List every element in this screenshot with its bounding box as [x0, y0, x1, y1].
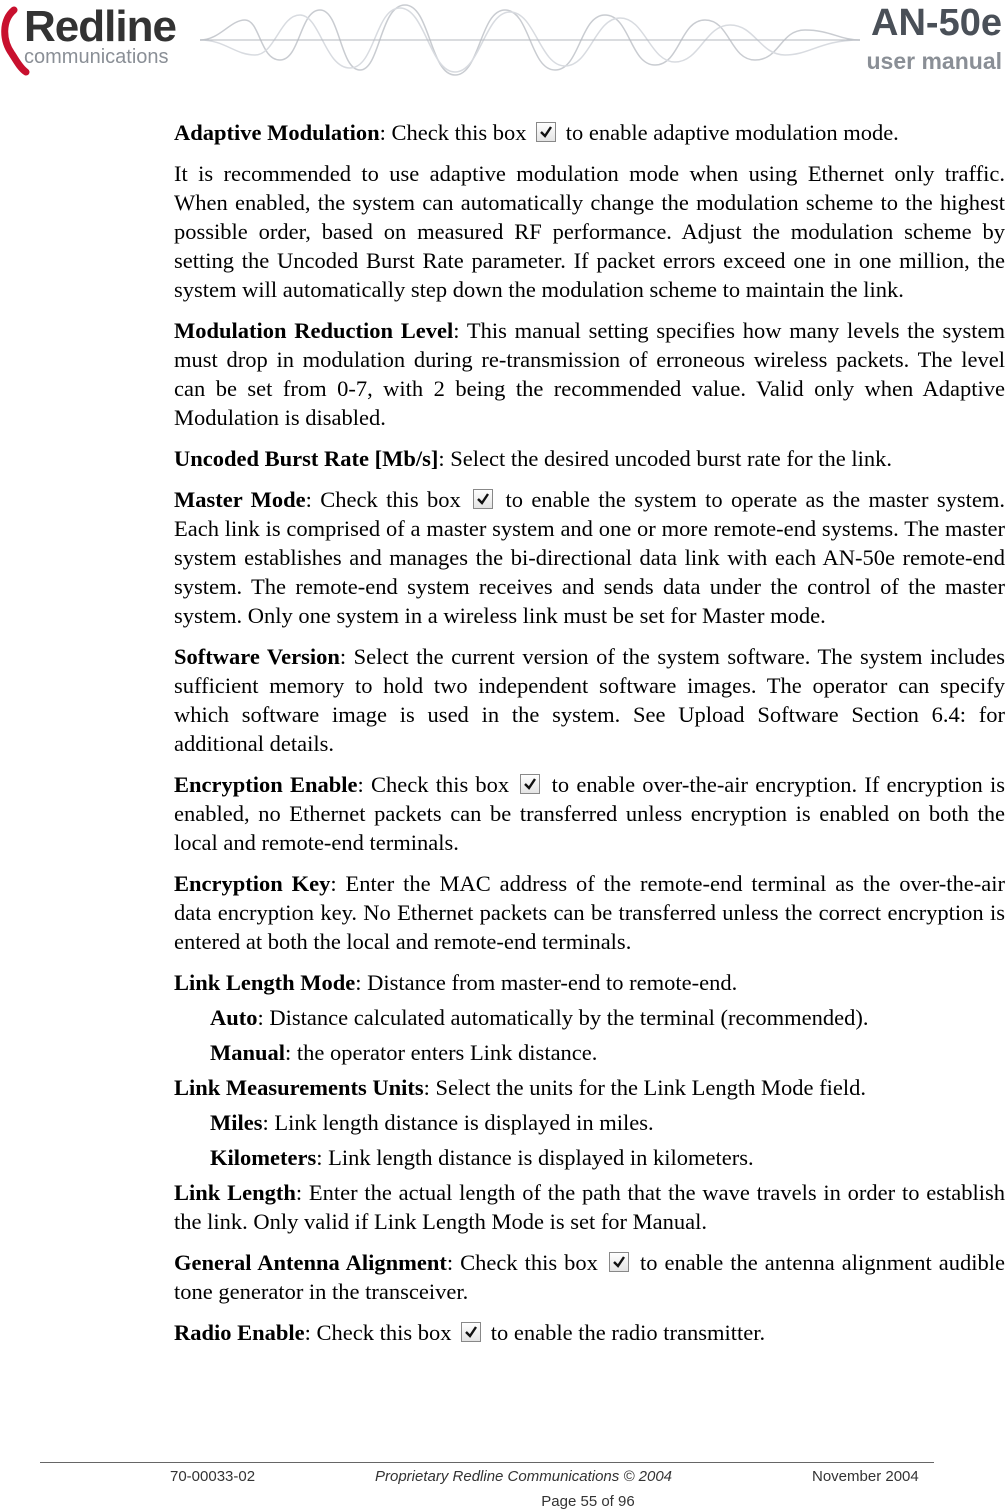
footer-doc-number: 70-00033-02	[170, 1468, 256, 1485]
wave-decoration	[200, 0, 860, 80]
checkbox-checked-icon	[461, 1322, 481, 1342]
paragraph-link-measurements-units: Link Measurements Units: Select the units for the Link Length Mode field.	[174, 1075, 867, 1100]
term: Uncoded Burst Rate [Mb/s]	[174, 446, 439, 471]
paragraph-software-version: Software Version: Select the current version of the system software. The system includes sufficient memory to hold two independent software images. The operator can specify which software image is used in the system. See Upload Software Section 6.4: for additional details.	[174, 644, 1005, 756]
checkbox-checked-icon	[609, 1252, 629, 1272]
term: Radio Enable	[174, 1320, 305, 1345]
term: Software Version	[174, 644, 340, 669]
paragraph-adaptive-modulation: Adaptive Modulation: Check this box to enable adaptive modulation mode.	[174, 120, 899, 145]
page-header	[0, 0, 1008, 90]
term: General Antenna Alignment	[174, 1250, 447, 1275]
term: Encryption Enable	[174, 772, 358, 797]
paragraph-uncoded-burst-rate: Uncoded Burst Rate [Mb/s]: Select the desired uncoded burst rate for the link.	[174, 446, 892, 471]
footer-page-number: Page 55 of 96	[541, 1493, 635, 1510]
paragraph-radio-enable: Radio Enable: Check this box to enable the radio transmitter.	[174, 1320, 766, 1345]
term: Link Measurements Units	[174, 1075, 424, 1100]
term: Manual	[210, 1040, 286, 1065]
paragraph-encryption-enable: Encryption Enable: Check this box to enable over-the-air encryption. If encryption is enabled, no Ethernet packets can be transferred unless encryption is enabled on both the local and remote-end terminals.	[174, 772, 1005, 855]
footer-divider	[40, 1462, 934, 1463]
option-manual: Manual: the operator enters Link distance.	[210, 1040, 598, 1065]
footer-copyright: Proprietary Redline Communications © 2004	[375, 1468, 673, 1485]
paragraph-master-mode: Master Mode: Check this box to enable the system to operate as the master system. Each link is comprised of a master system and one or more remote-end systems. The master system establishes and manages the bi-directional data link with each AN-50e remote-end system. The remote-end system receives and sends data under the control of the master system. Only one system in a wireless link must be set for Master mode.	[174, 487, 1005, 628]
term: Encryption Key	[174, 871, 331, 896]
term: Link Length	[174, 1180, 296, 1205]
paragraph-link-length-mode: Link Length Mode: Distance from master-end to remote-end.	[174, 970, 738, 995]
product-name: AN-50e	[871, 2, 1002, 44]
term: Miles	[210, 1110, 263, 1135]
option-kilometers: Kilometers: Link length distance is displayed in kilometers.	[210, 1145, 754, 1170]
checkbox-checked-icon	[520, 774, 540, 794]
option-auto: Auto: Distance calculated automatically by the terminal (recommended).	[210, 1005, 869, 1030]
document-type: user manual	[866, 48, 1002, 74]
term: Link Length Mode	[174, 970, 356, 995]
checkbox-checked-icon	[536, 122, 556, 142]
paragraph-modulation-reduction-level: Modulation Reduction Level: This manual setting specifies how many levels the system must drop in modulation during re-transmission of erroneous wireless packets. The level can be set from 0-7, with 2 being the recommended value. Valid only when Adaptive Modulation is disabled.	[174, 318, 1005, 430]
footer-date: November 2004	[812, 1468, 919, 1485]
paragraph-encryption-key: Encryption Key: Enter the MAC address of the remote-end terminal as the over-the-air data encryption key. No Ethernet packets can be transferred unless the correct encryption is entered at both the local and remote-end terminals.	[174, 871, 1005, 954]
term: Kilometers	[210, 1145, 317, 1170]
term: Modulation Reduction Level	[174, 318, 454, 343]
paragraph-general-antenna-alignment: General Antenna Alignment: Check this box to enable the antenna alignment audible tone generator in the transceiver.	[174, 1250, 1005, 1304]
option-miles: Miles: Link length distance is displayed in miles.	[210, 1110, 654, 1135]
logo-subtitle: communications	[24, 46, 169, 68]
paragraph-link-length: Link Length: Enter the actual length of the path that the wave travels in order to establish the link. Only valid if Link Length Mode is set for Manual.	[174, 1180, 1005, 1234]
logo-wordmark: Redline	[24, 2, 176, 51]
document-body	[174, 118, 1005, 1359]
term: Adaptive Modulation	[174, 120, 380, 145]
paragraph-adaptive-modulation-detail: It is recommended to use adaptive modulation mode when using Ethernet only traffic. When enabled, the system can automatically change the modulation scheme to the highest possible order, based on measured RF performance. Adjust the modulation scheme by setting the Uncoded Burst Rate parameter. If packet errors exceed one in one million, the system will automatically step down the modulation scheme to maintain the link.	[174, 161, 1005, 302]
term: Master Mode	[174, 487, 306, 512]
checkbox-checked-icon	[473, 489, 493, 509]
term: Auto	[210, 1005, 258, 1030]
